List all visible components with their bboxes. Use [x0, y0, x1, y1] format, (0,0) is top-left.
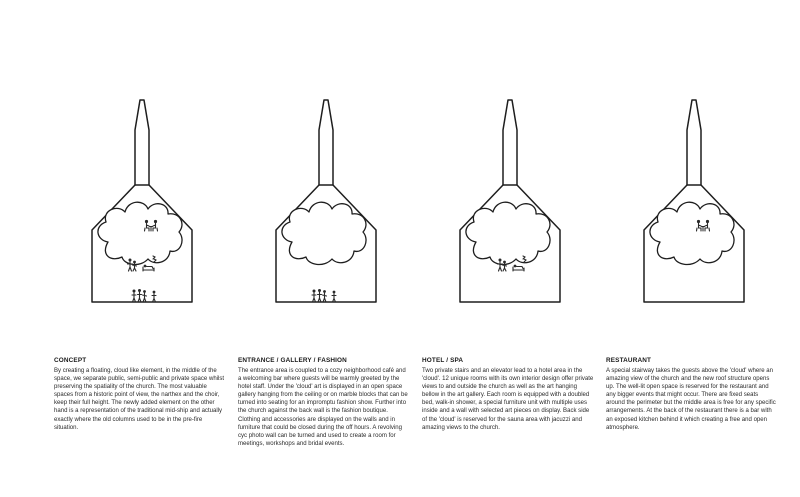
church-diagram-entrance — [276, 100, 376, 302]
panel-heading: HOTEL / SPA — [422, 357, 464, 364]
panel-heading: CONCEPT — [54, 357, 87, 364]
ground-people-figures — [132, 289, 156, 302]
panel-hotel — [422, 357, 594, 432]
ground-people-figures — [312, 289, 336, 302]
panel-description: Two private stairs and an elevator lead to a hotel area in the 'cloud'. 12 unique rooms with its own interior design offer private views to and outside the church as well as the art hanging bellow in the art gallery. Each room is equipped with a doubled bed, walk-in shower, a special furniture unit with multiple uses inside and a wall with selected art pieces on display. Back side of the 'cloud' is reserved for the sauna area with jacuzzi and amazing views to the church. — [422, 368, 594, 431]
panel-description: By creating a floating, cloud like element, in the middle of the space, we separate public, semi-public and private space whilst preserving the spatiality of the church. The most valuable spaces from a historic point of view, the narthex and the choir, keep their full height. The newly added element on the other hand is a representation of the traditional mid-ship and actually exactly where the old columns used to be in the pre-fire situation. — [54, 368, 225, 431]
panel-entrance — [238, 357, 410, 448]
panel-heading: ENTRANCE / GALLERY / FASHION — [238, 357, 347, 364]
panel-concept — [54, 357, 226, 432]
church-diagram-hotel — [460, 100, 560, 302]
church-diagram-concept — [92, 100, 192, 302]
panel-description: The entrance area is coupled to a cozy neighborhood café and a welcoming bar where guests will be warmly greeted by the hotel staff. Under the 'cloud' art is displayed in an open space gallery hanging from the ceiling or on marble blocks that can be turned into seating for an impromptu fashion show. Further into the church against the back wall is the fashion boutique. Clothing and accessories are displayed on the walls and in furniture that could be closed during the off hours. A revolving cyc photo wall can be turned and used to create a room for meetings, workshops and bridal events. — [238, 368, 408, 447]
panel-heading: RESTAURANT — [606, 357, 652, 364]
panel-restaurant — [606, 357, 778, 432]
church-diagram-restaurant — [644, 100, 744, 302]
panel-description: A special stairway takes the guests above the 'cloud' where an amazing view of the church and the new roof structure opens up. The well-lit open space is reserved for the restaurant and any bigger events that might occur. There are fixed seats around the perimeter but the middle area is free for any specific arrangements. At the back of the restaurant there is a bar with an exposed kitchen behind it which creating a free and open atmosphere. — [606, 368, 776, 431]
